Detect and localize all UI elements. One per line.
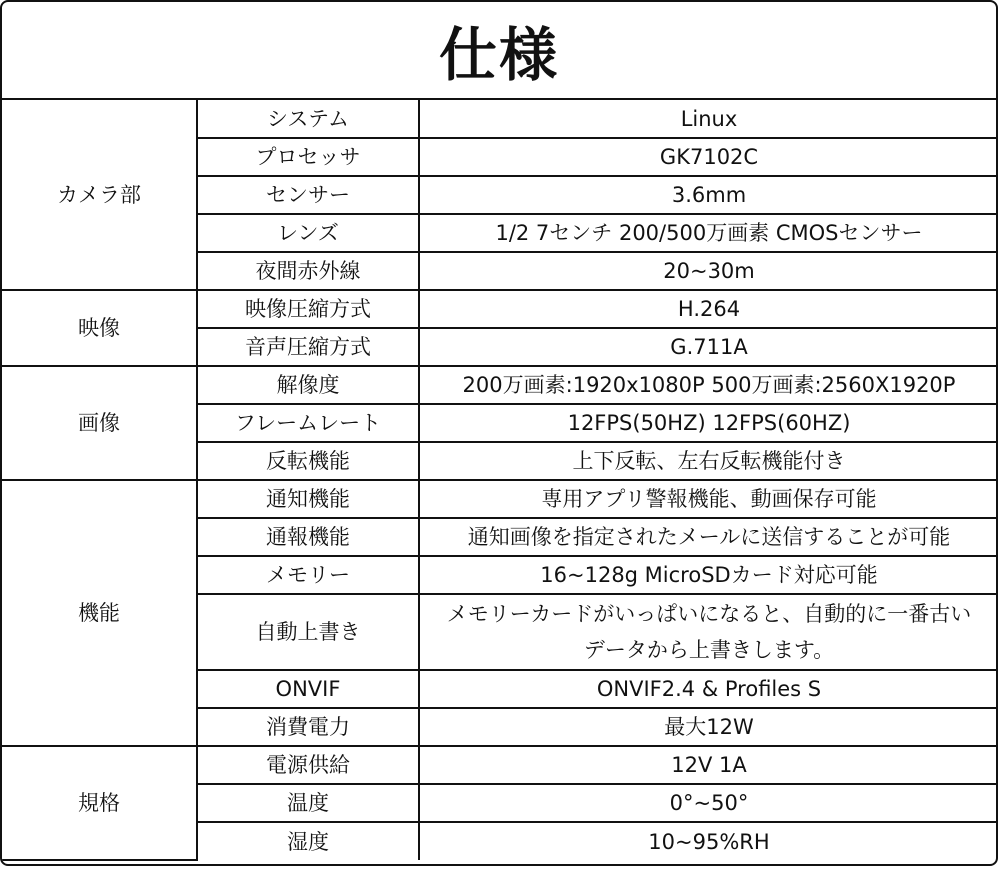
value-cell: 最大12W [419,708,998,746]
table-row [2,366,998,404]
item-cell: 映像圧縮方式 [197,290,419,328]
value-cell: 上下反転、左右反転機能付き [419,442,998,480]
table-row [2,746,998,784]
value-cell: GK7102C [419,138,998,176]
value-cell: Linux [419,100,998,138]
item-cell: センサー [197,176,419,214]
value-cell [419,594,998,670]
item-cell: ONVIF [197,670,419,708]
value-cell: 16~128g MicroSDカード対応可能 [419,556,998,594]
value-cell: 200万画素:1920x1080P 500万画素:2560X1920P [419,366,998,404]
value-cell: 10~95%RH [419,822,998,860]
table-row [2,100,998,138]
item-cell: メモリー [197,556,419,594]
value-line: データから上書きします。 [583,638,835,662]
value-cell: ONVIF2.4 & Profiles S [419,670,998,708]
value-cell: 12V 1A [419,746,998,784]
item-cell: プロセッサ [197,138,419,176]
item-cell: 夜間赤外線 [197,252,419,290]
item-cell: 消費電力 [197,708,419,746]
category-cell: 規格 [2,746,197,860]
item-cell: 反転機能 [197,442,419,480]
item-cell: レンズ [197,214,419,252]
item-cell: システム [197,100,419,138]
item-cell: 解像度 [197,366,419,404]
item-cell: 温度 [197,784,419,822]
value-cell: 専用アプリ警報機能、動画保存可能 [419,480,998,518]
item-cell: 通知機能 [197,480,419,518]
category-cell: 映像 [2,290,197,366]
table-row [2,290,998,328]
item-cell: 通報機能 [197,518,419,556]
item-cell: 自動上書き [197,594,419,670]
value-line: メモリーカードがいっぱいになると、自動的に一番古い [446,602,972,626]
value-cell: 通知画像を指定されたメールに送信することが可能 [419,518,998,556]
value-cell: 20~30m [419,252,998,290]
value-cell: 12FPS(50HZ) 12FPS(60HZ) [419,404,998,442]
category-cell: 機能 [2,480,197,746]
value-cell: 3.6mm [419,176,998,214]
page-title: 仕様 [2,2,996,100]
item-cell: 電源供給 [197,746,419,784]
item-cell: 音声圧縮方式 [197,328,419,366]
value-cell: G.711A [419,328,998,366]
spec-table [2,100,998,861]
value-cell: 0°~50° [419,784,998,822]
item-cell: フレームレート [197,404,419,442]
category-cell: カメラ部 [2,100,197,290]
value-cell: H.264 [419,290,998,328]
item-cell: 湿度 [197,822,419,860]
value-cell: 1/2 7センチ 200/500万画素 CMOSセンサー [419,214,998,252]
category-cell: 画像 [2,366,197,480]
table-row [2,480,998,518]
